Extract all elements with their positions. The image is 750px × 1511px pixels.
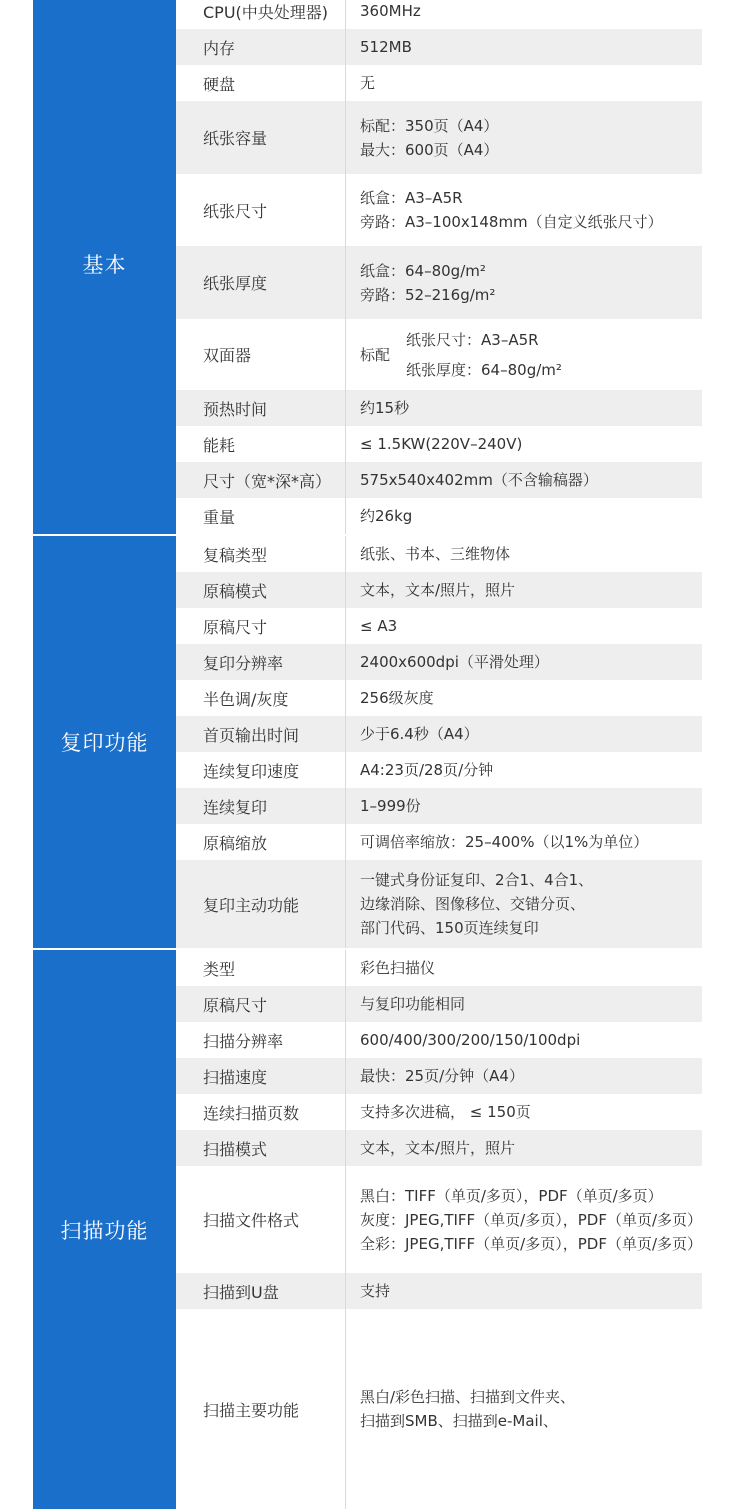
spec-value-line: ≤ A3 <box>360 617 398 635</box>
spec-label: 尺寸（宽*深*高） <box>176 462 346 498</box>
spec-value-line: 纸张尺寸：A3–A5R <box>406 330 539 349</box>
spec-row <box>176 29 702 65</box>
spec-value <box>346 1022 702 1058</box>
spec-value <box>346 986 702 1022</box>
spec-label: 纸张厚度 <box>176 246 346 319</box>
spec-value-line: 支持多次进稿， ≤ 150页 <box>360 1103 531 1121</box>
spec-row <box>176 572 702 608</box>
spec-value <box>346 319 702 390</box>
spec-label: 连续扫描页数 <box>176 1094 346 1130</box>
spec-label: 扫描速度 <box>176 1058 346 1094</box>
spec-value <box>346 950 702 986</box>
spec-value <box>346 1166 702 1273</box>
spec-label: 原稿模式 <box>176 572 346 608</box>
spec-row <box>176 426 702 462</box>
spec-row <box>176 246 702 319</box>
spec-value-line: 纸盒：64–80g/m² <box>360 261 486 280</box>
spec-value <box>346 1309 702 1509</box>
spec-value-line: 256级灰度 <box>360 689 434 707</box>
spec-label: 半色调/灰度 <box>176 680 346 716</box>
spec-row <box>176 1166 702 1273</box>
spec-label: 扫描主要功能 <box>176 1309 346 1509</box>
spec-value-line: 旁路：52–216g/m² <box>360 285 496 304</box>
spec-value <box>346 680 702 716</box>
spec-value-line: 最大：600页（A4） <box>360 140 499 159</box>
spec-value-line: 约26kg <box>360 507 413 525</box>
spec-label: 纸张容量 <box>176 101 346 174</box>
spec-value-line: 文本，文本/照片，照片 <box>360 1139 516 1157</box>
spec-label: 原稿缩放 <box>176 824 346 860</box>
spec-value <box>346 174 702 246</box>
spec-row <box>176 319 702 390</box>
section-rows <box>176 536 702 948</box>
spec-label: 复稿类型 <box>176 536 346 572</box>
spec-table <box>33 0 702 1511</box>
spec-value-line: 少于6.4秒（A4） <box>360 725 479 743</box>
spec-row <box>176 824 702 860</box>
spec-row <box>176 680 702 716</box>
spec-value <box>346 1273 702 1309</box>
spec-value-line: 标配：350页（A4） <box>360 116 499 135</box>
spec-sub-lines <box>406 325 562 385</box>
spec-row <box>176 462 702 498</box>
spec-value-line: 600/400/300/200/150/100dpi <box>360 1031 581 1049</box>
spec-row <box>176 1309 702 1509</box>
spec-value-line: 边缘消除、图像移位、交错分页、 <box>360 895 586 913</box>
spec-value-line: 扫描到SMB、扫描到e-Mail、 <box>360 1412 558 1430</box>
spec-value <box>346 1094 702 1130</box>
spec-value-line: 一键式身份证复印、2合1、4合1、 <box>360 871 594 889</box>
spec-label: 复印主动功能 <box>176 860 346 948</box>
spec-row <box>176 950 702 986</box>
spec-label: 硬盘 <box>176 65 346 101</box>
spec-label: 纸张尺寸 <box>176 174 346 246</box>
spec-row <box>176 0 702 29</box>
spec-row <box>176 860 702 948</box>
spec-section <box>33 0 702 534</box>
spec-value <box>346 824 702 860</box>
spec-label: 扫描到U盘 <box>176 1273 346 1309</box>
spec-value-line: 与复印功能相同 <box>360 995 466 1013</box>
spec-label: 双面器 <box>176 319 346 390</box>
spec-label: 扫描文件格式 <box>176 1166 346 1273</box>
spec-label: 原稿尺寸 <box>176 986 346 1022</box>
section-title: 基本 <box>33 0 176 534</box>
spec-label: 类型 <box>176 950 346 986</box>
spec-label: 预热时间 <box>176 390 346 426</box>
spec-value <box>346 0 702 29</box>
spec-row <box>176 174 702 246</box>
spec-value-line: 约15秒 <box>360 399 410 417</box>
spec-label: 扫描分辨率 <box>176 1022 346 1058</box>
spec-row <box>176 644 702 680</box>
spec-value-line: 纸盒：A3–A5R <box>360 189 463 207</box>
spec-value-line: 512MB <box>360 38 412 56</box>
spec-value-line: 彩色扫描仪 <box>360 959 436 977</box>
spec-value-line: ≤ 1.5KW(220V–240V) <box>360 435 523 453</box>
spec-value-line: 纸张厚度：64–80g/m² <box>406 360 562 379</box>
spec-row <box>176 1130 702 1166</box>
spec-value <box>346 246 702 319</box>
spec-label: 原稿尺寸 <box>176 608 346 644</box>
spec-row <box>176 1273 702 1309</box>
spec-label: 内存 <box>176 29 346 65</box>
spec-value <box>346 426 702 462</box>
spec-value <box>346 716 702 752</box>
spec-value-line: 文本，文本/照片，照片 <box>360 581 516 599</box>
spec-value <box>346 752 702 788</box>
spec-value-line: A4:23页/28页/分钟 <box>360 761 494 779</box>
spec-value-line: 部门代码、150页连续复印 <box>360 919 539 937</box>
spec-value-line: 灰度：JPEG,TIFF（单页/多页），PDF（单页/多页） <box>360 1210 703 1229</box>
spec-value <box>346 390 702 426</box>
spec-value <box>346 536 702 572</box>
spec-value-line: 旁路：A3–100x148mm（自定义纸张尺寸） <box>360 213 663 231</box>
spec-value <box>346 860 702 948</box>
spec-value-line: 最快：25页/分钟（A4） <box>360 1067 524 1085</box>
section-title: 扫描功能 <box>33 950 176 1509</box>
spec-label: 重量 <box>176 498 346 534</box>
spec-label: 能耗 <box>176 426 346 462</box>
section-title: 复印功能 <box>33 536 176 948</box>
spec-row <box>176 1022 702 1058</box>
spec-value-line: 2400x600dpi（平滑处理） <box>360 653 549 671</box>
spec-value-line: 支持 <box>360 1282 391 1300</box>
spec-row <box>176 390 702 426</box>
spec-value-line: 纸张、书本、三维物体 <box>360 545 511 563</box>
spec-row <box>176 101 702 174</box>
spec-row <box>176 1094 702 1130</box>
spec-value <box>346 65 702 101</box>
spec-value-line: 可调倍率缩放：25–400%（以1%为单位） <box>360 833 649 851</box>
spec-value <box>346 29 702 65</box>
spec-value <box>346 572 702 608</box>
spec-value <box>346 498 702 534</box>
spec-value <box>346 462 702 498</box>
spec-row <box>176 1058 702 1094</box>
spec-section <box>33 536 702 948</box>
spec-value <box>346 1058 702 1094</box>
spec-label: 复印分辨率 <box>176 644 346 680</box>
spec-label: CPU(中央处理器) <box>176 0 346 29</box>
spec-row <box>176 716 702 752</box>
spec-value <box>346 608 702 644</box>
spec-value <box>346 644 702 680</box>
spec-row <box>176 986 702 1022</box>
spec-row <box>176 65 702 101</box>
spec-label: 扫描模式 <box>176 1130 346 1166</box>
spec-section <box>33 950 702 1509</box>
spec-row <box>176 498 702 534</box>
spec-row <box>176 608 702 644</box>
spec-value-line: 1–999份 <box>360 797 421 815</box>
spec-value-line: 全彩：JPEG,TIFF（单页/多页），PDF（单页/多页） <box>360 1234 703 1253</box>
spec-value-line: 黑白：TIFF（单页/多页），PDF（单页/多页） <box>360 1186 663 1205</box>
spec-label: 连续复印 <box>176 788 346 824</box>
spec-row <box>176 788 702 824</box>
section-rows <box>176 0 702 534</box>
spec-sub-heading: 标配 <box>360 345 391 364</box>
spec-value-line: 无 <box>360 74 376 92</box>
spec-label: 首页输出时间 <box>176 716 346 752</box>
spec-row <box>176 536 702 572</box>
spec-value <box>346 101 702 174</box>
spec-label: 连续复印速度 <box>176 752 346 788</box>
spec-value <box>346 788 702 824</box>
spec-row <box>176 752 702 788</box>
section-rows <box>176 950 702 1509</box>
spec-value-line: 575x540x402mm（不含输稿器） <box>360 471 598 489</box>
spec-value <box>346 1130 702 1166</box>
spec-value-line: 黑白/彩色扫描、扫描到文件夹、 <box>360 1388 576 1406</box>
spec-value-line: 360MHz <box>360 2 421 20</box>
